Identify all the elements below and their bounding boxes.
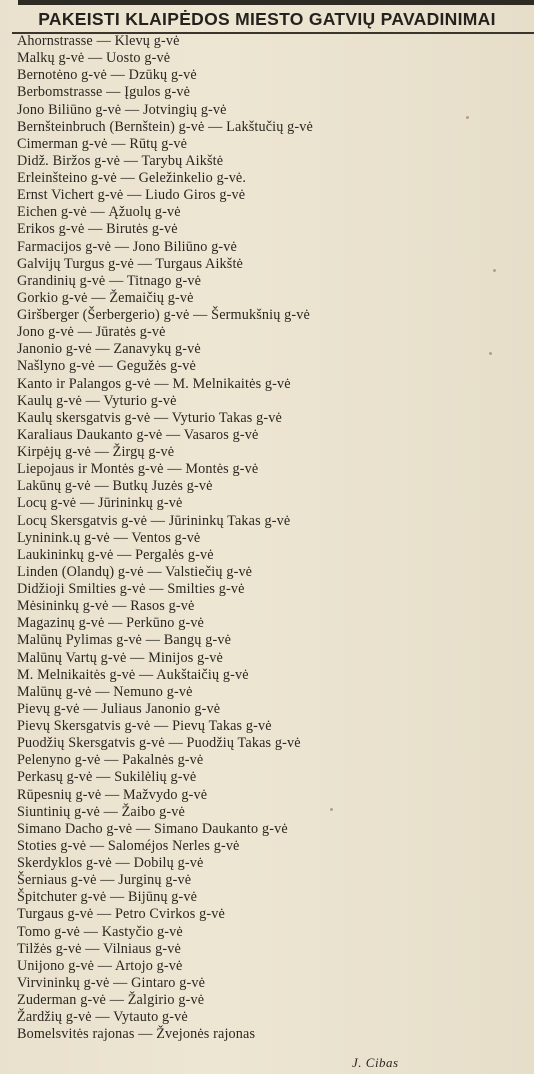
street-rename-entry: Turgaus g-vė — Petro Cvirkos g-vė [17,906,225,923]
street-rename-entry: Malkų g-vė — Uosto g-vė [17,50,171,67]
street-rename-entry: Karaliaus Daukanto g-vė — Vasaros g-vė [17,426,259,443]
street-rename-entry: Grandinių g-vė — Titnago g-vė [17,272,202,289]
street-rename-entry: Bernšteinbruch (Bernštein) g-vė — Lakštučių g-vė [17,118,313,135]
paper-speck [489,352,492,355]
street-rename-entry: Lyninink.ų g-vė — Ventos g-vė [17,529,201,546]
paper-speck [330,808,333,811]
paper-speck [493,269,496,272]
street-rename-entry: Skerdyklos g-vė — Dobilų g-vė [17,855,204,871]
street-rename-entry: Virvininkų g-vė — Gintaro g-vė [17,974,206,991]
street-rename-entry: Bernotėno g-vė — Dzūkų g-vė [17,67,197,84]
street-rename-entry: Unijono g-vė — Artojo g-vė [17,957,183,974]
street-rename-entry: Šerniaus g-vė — Jurginų g-vė [17,872,192,889]
street-rename-entry: Linden (Olandų) g-vė — Valstiečių g-vė [17,563,253,580]
article-title: PAKEISTI KLAIPĖDOS MIESTO GATVIŲ PAVADINIMAI [38,9,496,29]
street-rename-entry: Bomelsvitės rajonas — Žvejonės rajonas [17,1026,256,1043]
street-rename-list [17,33,313,1043]
street-rename-entry: Eichen g-vė — Ąžuolų g-vė [17,204,181,221]
street-rename-entry: Kaulų skersgatvis g-vė — Vyturio Takas g-vė [17,409,282,426]
street-rename-entry: Našlyno g-vė — Gegužės g-vė [17,358,196,375]
street-rename-entry: Mėsininkų g-vė — Rasos g-vė [17,598,195,615]
street-rename-entry: Didžioji Smilties g-vė — Smilties g-vė [17,581,245,597]
street-rename-entry: Erleinšteino g-vė — Geležinkelio g-vė. [17,170,247,186]
street-rename-entry: Pelenyno g-vė — Pakalnės g-vė [17,752,204,769]
street-rename-entry: Tomo g-vė — Kastyčio g-vė [17,923,183,940]
street-rename-entry: Kanto ir Palangos g-vė — M. Melnikaitės g-vė [17,375,291,392]
street-rename-entry: Perkasų g-vė — Sukilėlių g-vė [17,769,197,786]
street-rename-entry: Žardžių g-vė — Vytauto g-vė [17,1009,188,1026]
street-rename-entry: Pievų g-vė — Juliaus Janonio g-vė [17,700,221,717]
street-rename-entry: Rūpesnių g-vė — Mažvydo g-vė [17,786,208,803]
street-rename-entry: Berbomstrasse — Įgulos g-vė [17,84,191,101]
street-rename-entry: Malūnų g-vė — Nemuno g-vė [17,683,193,700]
street-rename-entry: Liepojaus ir Montės g-vė — Montės g-vė [17,461,259,478]
street-rename-entry: Locų g-vė — Jūrininkų g-vė [17,495,183,512]
street-rename-entry: Ahornstrasse — Klevų g-vė [17,33,180,49]
street-rename-entry: Erikos g-vė — Birutės g-vė [17,221,178,238]
street-rename-entry: Laukininkų g-vė — Pergalės g-vė [17,546,214,563]
street-rename-entry: Kaulų g-vė — Vyturio g-vė [17,392,177,409]
street-rename-entry: Puodžių Skersgatvis g-vė — Puodžių Takas g-vė [17,735,301,752]
street-rename-entry: Lakūnų g-vė — Butkų Juzės g-vė [17,478,213,495]
street-rename-entry: Locų Skersgatvis g-vė — Jūrininkų Takas g-vė [17,512,291,529]
street-rename-entry: Jono g-vė — Jūratės g-vė [17,324,166,341]
street-rename-entry: Tilžės g-vė — Vilniaus g-vė [17,940,181,957]
street-rename-entry: Farmacijos g-vė — Jono Biliūno g-vė [17,238,238,255]
street-rename-entry: Kirpėjų g-vė — Žirgų g-vė [17,444,175,460]
street-rename-entry: Malūnų Pylimas g-vė — Bangų g-vė [17,632,232,649]
street-rename-entry: Cimerman g-vė — Rūtų g-vė [17,135,188,152]
street-rename-entry: Janonio g-vė — Zanavykų g-vė [17,341,201,358]
street-rename-entry: Galvijų Turgus g-vė — Turgaus Aikštė [17,255,244,272]
street-rename-entry: Zuderman g-vė — Žalgirio g-vė [17,992,205,1008]
street-rename-entry: Špitchuter g-vė — Bijūnų g-vė [17,889,198,906]
street-rename-entry: Stoties g-vė — Saloméjos Nerles g-vė [17,837,240,854]
top-border [18,0,534,5]
street-rename-entry: Siuntinių g-vė — Žaibo g-vė [17,803,185,820]
paper-speck [466,116,469,119]
street-rename-entry: Pievų Skersgatvis g-vė — Pievų Takas g-vė [17,718,272,734]
street-rename-entry: Ernst Vichert g-vė — Liudo Giros g-vė [17,187,246,204]
street-rename-entry: Simano Dacho g-vė — Simano Daukanto g-vė [17,820,288,837]
author-signature: J. Cibas [352,1055,399,1070]
street-rename-entry: Magazinų g-vė — Perkūno g-vė [17,615,205,632]
street-rename-entry: Didž. Biržos g-vė — Tarybų Aikštė [17,152,224,169]
street-rename-entry: Jono Biliūno g-vė — Jotvingių g-vė [17,101,227,118]
street-rename-entry: M. Melnikaitės g-vė — Aukštaičių g-vė [17,666,249,683]
street-rename-entry: Giršberger (Šerbergerio) g-vė — Šermukšnių g-vė [17,307,310,323]
street-rename-entry: Malūnų Vartų g-vė — Minijos g-vė [17,649,223,666]
street-rename-entry: Gorkio g-vė — Žemaičių g-vė [17,289,194,306]
